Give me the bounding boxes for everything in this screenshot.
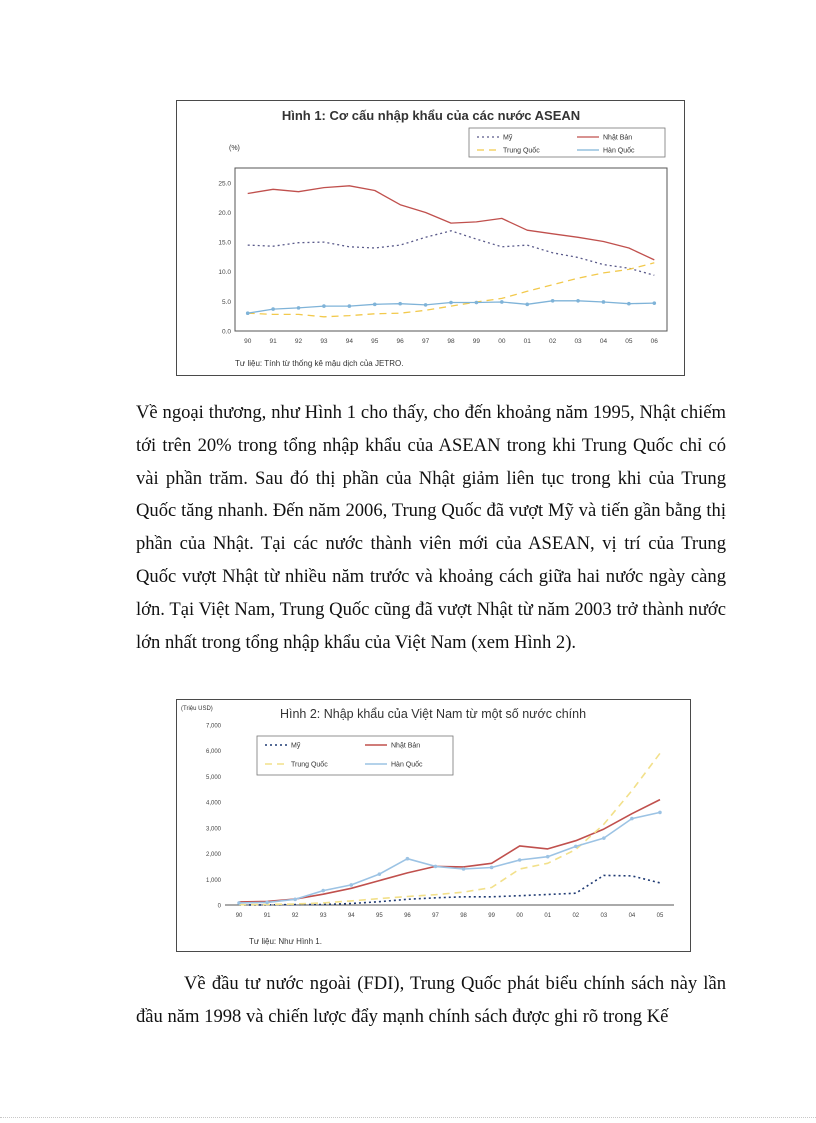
figure-2-series-point (265, 901, 269, 905)
figure-2-x-tick-label: 94 (347, 913, 355, 919)
figure-1-series-point (424, 303, 428, 307)
figure-2-y-tick-label: 2,000 (205, 852, 221, 859)
figure-1-legend (469, 128, 665, 157)
figure-2-series-line (239, 812, 660, 903)
figure-1-series-point (246, 311, 250, 315)
figure-1-x-tick-label: 95 (371, 338, 379, 345)
figure-2-y-tick-label: 7,000 (205, 723, 221, 730)
figure-1-series-point (348, 304, 352, 308)
figure-2-series-line (239, 753, 660, 904)
figure-2-x-tick-label: 93 (319, 913, 327, 919)
figure-2-legend-label: Trung Quốc (291, 761, 328, 769)
figure-2-series-point (378, 872, 382, 876)
figure-2-series-point (462, 867, 466, 871)
figure-2-series-line (239, 800, 660, 902)
figure-1-x-tick-label: 99 (472, 338, 481, 345)
figure-1-series-point (297, 306, 301, 310)
figure-1-x-tick-label: 00 (498, 338, 506, 345)
figure-2-x-tick-label: 92 (291, 913, 299, 919)
figure-2-series-point (237, 901, 241, 905)
figure-2-series-point (574, 845, 578, 849)
figure-2-source: Tư liệu: Như Hình 1. (249, 937, 322, 946)
figure-1-plot-area (235, 168, 667, 331)
figure-1-x-tick-label: 04 (599, 338, 608, 345)
figure-1-series-point (322, 304, 326, 308)
figure-2-x-tick-label: 90 (235, 913, 243, 919)
figure-1-legend-label: Hàn Quốc (603, 147, 635, 155)
figure-2-x-tick-label: 99 (488, 913, 495, 919)
figure-1-chart (177, 101, 684, 375)
figure-2-series-point (518, 858, 522, 862)
figure-1-unit-label: (%) (229, 145, 240, 152)
figure-2-series-point (434, 865, 438, 869)
figure-2-series-point (349, 883, 353, 887)
figure-1-y-tick-label: 0.0 (221, 328, 231, 336)
figure-1-legend-label: Mỹ (503, 134, 513, 142)
figure-2-series-point (490, 866, 494, 870)
figure-1-series-point (398, 302, 402, 306)
page-bottom-rule (0, 1117, 816, 1118)
figure-2-series-point (321, 889, 325, 893)
figure-2-x-tick-label: 98 (460, 913, 467, 919)
figure-2-legend (257, 736, 453, 775)
figure-2-title: Hình 2: Nhập khẩu của Việt Nam từ một số nước chính (279, 707, 587, 721)
figure-1-x-tick-label: 93 (320, 338, 328, 345)
figure-1-x-tick-label: 92 (294, 338, 303, 345)
figure-1-series-point (602, 300, 606, 304)
figure-2-x-tick-label: 91 (263, 913, 271, 919)
figure-2-series-point (406, 857, 410, 861)
figure-2-chart (177, 700, 690, 951)
figure-2-x-tick-label: 97 (432, 913, 439, 919)
figure-1-y-tick-label: 20.0 (218, 209, 231, 217)
figure-2-x-tick-label: 04 (628, 913, 636, 919)
figure-2-series-point (602, 836, 606, 840)
figure-1-x-tick-label: 01 (523, 338, 531, 345)
figure-1-x-tick-label: 98 (447, 338, 455, 345)
figure-2-y-tick-label: 6,000 (205, 749, 221, 756)
paragraph-2: Về đầu tư nước ngoài (FDI), Trung Quốc phát biểu chính sách này lần đầu năm 1998 và chiến lược đẩy mạnh chính sách được ghi rõ trong Kế (136, 973, 726, 1027)
figure-1-x-tick-label: 90 (244, 338, 252, 345)
figure-1-x-tick-label: 06 (650, 338, 658, 345)
figure-1-title: Hình 1: Cơ cấu nhập khẩu của các nước ASEAN (281, 108, 581, 123)
figure-1-series-point (652, 301, 656, 305)
figure-1-series-point (449, 301, 453, 305)
figure-1-x-tick-label: 02 (549, 338, 557, 345)
figure-2-legend-label: Mỹ (291, 742, 301, 750)
figure-2-x-tick-label: 03 (600, 913, 608, 919)
figure-2-series-line (239, 875, 660, 905)
figure-1-y-tick-label: 15.0 (218, 239, 231, 247)
figure-2-y-tick-label: 4,000 (205, 800, 221, 807)
figure-1-series-line (248, 263, 655, 317)
figure-1-series-point (500, 300, 504, 304)
figure-2-legend-label: Nhật Bản (391, 742, 421, 750)
figure-2-y-tick-label: 1,000 (205, 877, 221, 884)
figure-2-series-point (658, 811, 662, 815)
figure-1-series-point (551, 299, 555, 303)
figure-1-series-point (373, 303, 377, 307)
figure-2-legend-label: Hàn Quốc (391, 761, 423, 769)
figure-2-y-tick-label: 3,000 (205, 826, 221, 833)
paragraph-1: Về ngoại thương, như Hình 1 cho thấy, cho đến khoảng năm 1995, Nhật chiếm tới trên 20% trong tổng nhập khẩu của ASEAN trong khi Trung Quốc chỉ có vài phần trăm. Sau đó thị phần của Nhật giảm liên tục trong khi của Trung Quốc tăng nhanh. Đến năm 2006, Trung Quốc đã vượt Mỹ và tiến gần bằng thị phần của Nhật. Tại các nước thành viên mới của ASEAN, vị trí của Trung Quốc vượt Nhật từ nhiều năm trước và khoảng cách giữa hai nước ngày càng lớn. Tại Việt Nam, Trung Quốc cũng đã vượt Nhật từ năm 2003 trở thành nước lớn nhất trong tổng nhập khẩu của Việt Nam (xem Hình 2). (136, 402, 726, 653)
figure-2-y-tick-label: 0 (217, 903, 221, 910)
figure-2-series-point (293, 898, 297, 902)
figure-2-x-tick-label: 01 (544, 913, 552, 919)
figure-1 (176, 100, 685, 376)
figure-1-series-line (248, 186, 655, 260)
figure-1-x-tick-label: 94 (345, 338, 353, 345)
figure-2-unit-label: (Triệu USD) (181, 706, 213, 712)
figure-1-legend-label: Nhật Bản (603, 134, 633, 142)
figure-2-series-point (546, 855, 550, 859)
figure-1-x-tick-label: 96 (396, 338, 404, 345)
figure-1-x-tick-label: 97 (421, 338, 430, 345)
figure-1-x-tick-label: 05 (625, 338, 633, 345)
figure-2-x-tick-label: 96 (404, 913, 411, 919)
figure-2 (176, 699, 691, 952)
figure-1-x-tick-label: 03 (574, 338, 582, 345)
figure-1-y-tick-label: 5.0 (221, 298, 231, 306)
figure-2-x-tick-label: 95 (376, 913, 383, 919)
figure-1-y-tick-label: 10.0 (218, 269, 231, 277)
figure-2-series-point (630, 817, 634, 821)
figure-1-series-line (248, 231, 655, 275)
figure-1-legend-label: Trung Quốc (503, 147, 540, 155)
figure-1-series-point (271, 307, 275, 311)
figure-1-series-point (627, 302, 631, 306)
figure-1-source: Tư liệu: Tính từ thống kê mậu dịch của JETRO. (235, 359, 404, 368)
figure-1-x-tick-label: 91 (269, 338, 277, 345)
figure-2-x-tick-label: 05 (656, 913, 664, 919)
figure-2-x-tick-label: 02 (572, 913, 580, 919)
figure-2-y-tick-label: 5,000 (205, 774, 221, 781)
figure-1-y-tick-label: 25.0 (218, 180, 231, 188)
figure-1-series-point (475, 301, 479, 305)
figure-1-series-point (576, 299, 580, 303)
figure-2-x-tick-label: 00 (516, 913, 523, 919)
figure-1-series-point (525, 303, 529, 307)
